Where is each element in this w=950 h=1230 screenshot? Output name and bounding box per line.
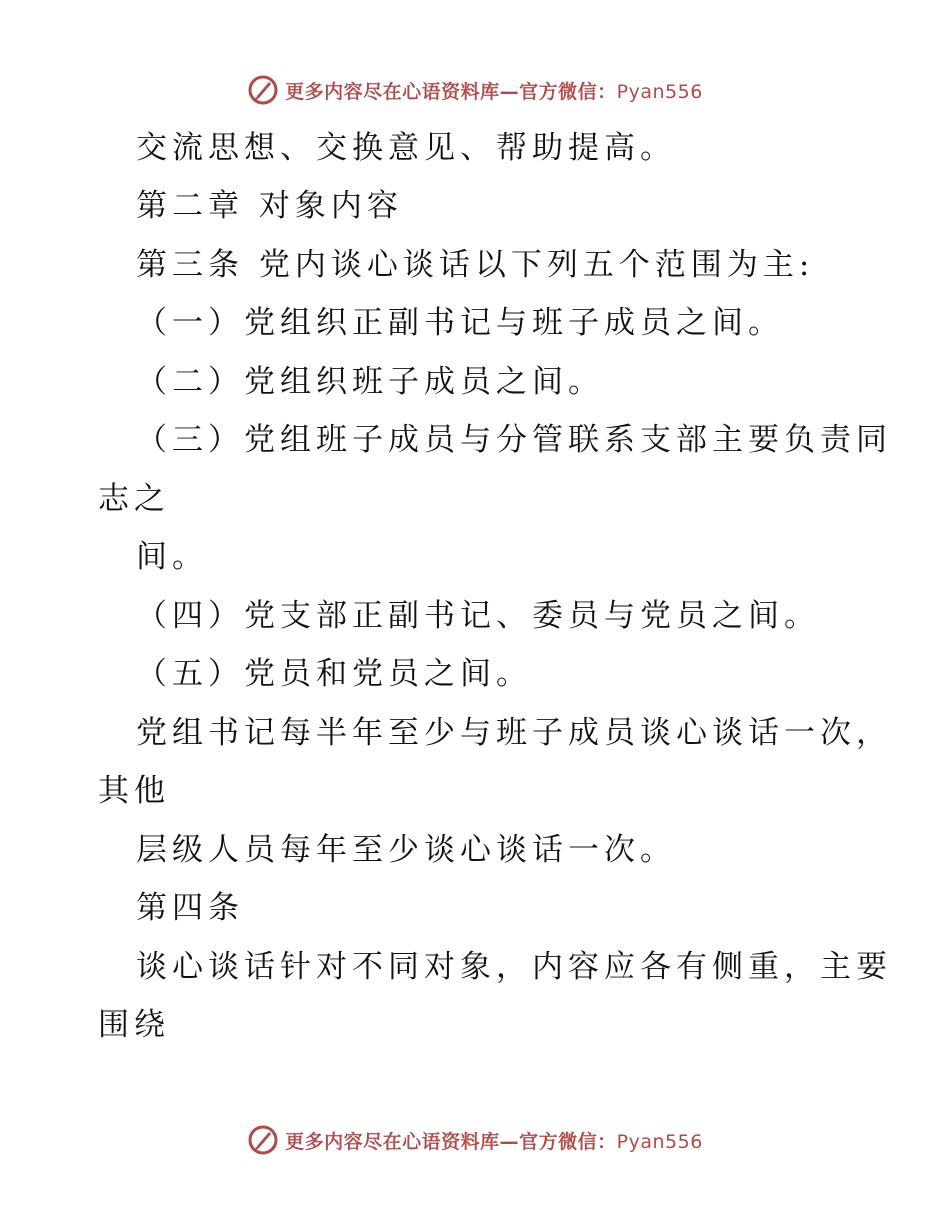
text-line: 层级人员每年至少谈心谈话一次。 [136,832,676,868]
text-line: 谈心谈话针对不同对象，内容应各有侧重，主要 [136,949,892,985]
text-line: 志之 [98,481,170,517]
watermark-text: 更多内容尽在心语资料库—官方微信：Pyan556 [285,80,703,103]
list-item: （三）党组班子成员与分管联系支部主要负责同 [136,422,892,458]
header-watermark [0,70,950,110]
watermark-text: 更多内容尽在心语资料库—官方微信：Pyan556 [285,1130,703,1153]
list-item: （二）党组织班子成员之间。 [136,364,604,400]
article-heading: 第四条 [136,890,244,926]
list-item: （五）党员和党员之间。 [136,656,532,692]
chapter-heading: 第二章 对象内容 [136,188,403,224]
text-line: 围绕 [98,1007,170,1043]
text-line: 党组书记每半年至少与班子成员谈心谈话一次， [136,715,892,751]
text-line: 交流思想、交换意见、帮助提高。 [136,130,676,166]
watermark-handle: Pyan556 [616,80,703,103]
watermark-handle: Pyan556 [616,1130,703,1153]
quill-logo-icon [247,74,279,106]
text-line: 其他 [98,773,170,809]
text-line: 间。 [136,539,208,575]
quill-logo-icon [247,1124,279,1156]
footer-watermark [0,1120,950,1160]
list-item: （一）党组织正副书记与班子成员之间。 [136,305,784,341]
list-item: （四）党支部正副书记、委员与党员之间。 [136,598,820,634]
article-heading: 第三条 党内谈心谈话以下列五个范围为主: [136,247,815,283]
